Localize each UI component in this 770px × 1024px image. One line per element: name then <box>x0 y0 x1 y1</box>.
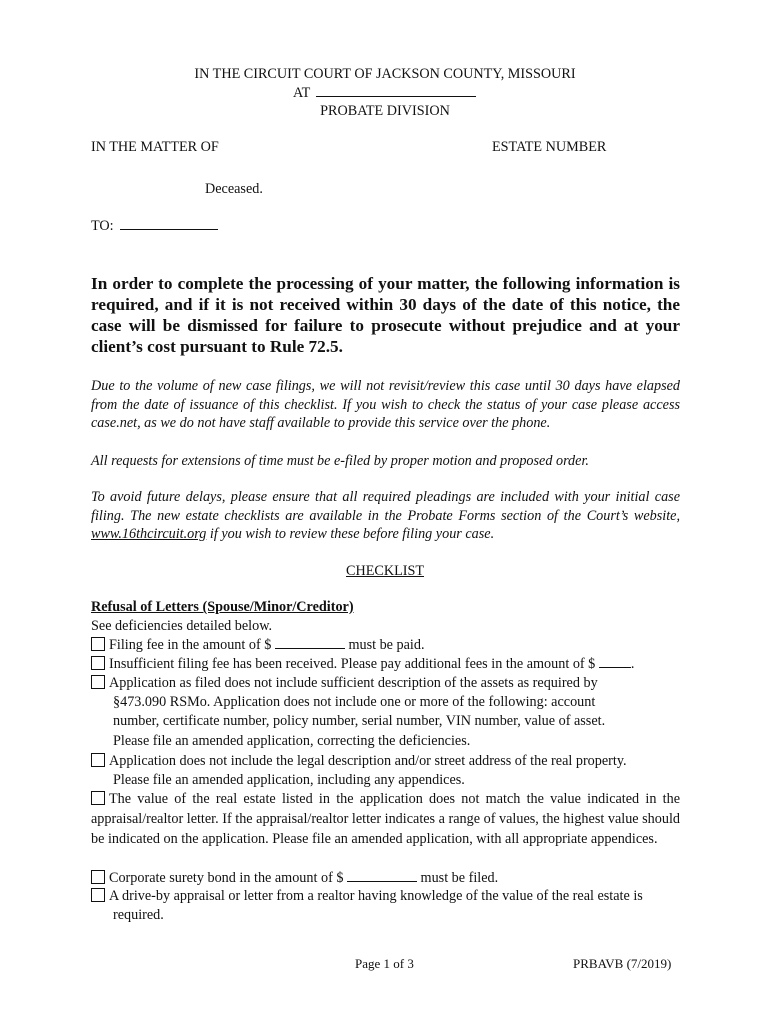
asset-description-line-4: Please file an amended application, correcting the deficiencies. <box>113 733 471 749</box>
filing-fee-end: must be paid. <box>348 637 425 653</box>
section-title-text: Refusal of Letters (Spouse/Minor/Creditor) <box>91 599 354 615</box>
location-blank <box>316 96 476 97</box>
checklist-item-appraisal <box>91 887 643 906</box>
to-blank <box>120 229 218 230</box>
court-website-link[interactable]: www.16thcircuit.org <box>91 526 207 542</box>
deficiencies-intro: See deficiencies detailed below. <box>91 618 273 634</box>
surety-bond-blank <box>347 881 417 882</box>
section-title <box>91 599 354 616</box>
surety-bond-text: Corporate surety bond in the amount of $ <box>109 870 344 886</box>
matter-label: IN THE MATTER OF <box>91 139 219 155</box>
checklist-heading <box>0 563 770 580</box>
dismissal-notice: In order to complete the processing of your matter, the following information is required, and if it is not received within 30 days of the date of this notice, the case will be dismissed for failure to prosecute without prejudice and at your client’s cost pursuant to Rule 72.5. <box>91 274 680 356</box>
court-title: IN THE CIRCUIT COURT OF JACKSON COUNTY, MISSOURI <box>194 66 576 82</box>
filing-fee-checkbox[interactable] <box>91 637 105 651</box>
filing-instruction-text: To avoid future delays, please ensure that all required pleadings are included with your initial case filing. The new estate checklists are available in the Probate Forms section of the Court’s website, <box>91 489 680 524</box>
insufficient-fee-text: Insufficient filing fee has been received. Please pay additional fees in the amount of $ <box>109 656 596 672</box>
deceased-label: Deceased. <box>205 181 263 197</box>
review-instruction: Due to the volume of new case filings, we will not revisit/review this case until 30 days have elapsed from the date of issuance of this checklist. If you wish to check the status of your case please access case.net, as we do not have staff available to provide this service over the phone. <box>91 378 680 431</box>
asset-description-line-2: §473.090 RSMo. Application does not include one or more of the following: account <box>113 694 596 710</box>
legal-description-line-2: Please file an amended application, including any appendices. <box>113 772 465 788</box>
asset-description-line-1: Application as filed does not include sufficient description of the assets as required by <box>109 675 598 691</box>
filing-instruction-end: if you wish to review these before filing your case. <box>206 526 495 542</box>
filing-instruction <box>91 488 680 544</box>
asset-description-line-3: number, certificate number, policy number, serial number, VIN number, value of asset. <box>113 713 606 729</box>
surety-bond-end: must be filed. <box>420 870 499 886</box>
insufficient-fee-checkbox[interactable] <box>91 656 105 670</box>
form-identifier: PRBAVB (7/2019) <box>573 956 672 971</box>
appraisal-line-2: required. <box>113 907 164 923</box>
checklist-item-real-estate-value <box>91 790 680 849</box>
checklist-item-asset-description <box>91 674 598 693</box>
asset-description-checkbox[interactable] <box>91 675 105 689</box>
page-number: Page 1 of 3 <box>355 956 414 971</box>
appraisal-checkbox[interactable] <box>91 888 105 902</box>
checklist-item-insufficient-fee <box>91 655 634 674</box>
surety-bond-checkbox[interactable] <box>91 870 105 884</box>
filing-fee-blank <box>275 648 345 649</box>
to-line <box>91 218 218 235</box>
insufficient-fee-blank <box>599 667 631 668</box>
court-location-line <box>293 85 476 102</box>
legal-description-checkbox[interactable] <box>91 753 105 767</box>
checklist-item-surety-bond <box>91 869 498 888</box>
filing-fee-text: Filing fee in the amount of $ <box>109 637 272 653</box>
real-estate-value-text: The value of the real estate listed in the application does not match the value indicated in the appraisal/realtor letter. If the appraisal/realtor letter indicates a range of values, the highest value should be indicated on the application. Please file an amended application, with all appropriate appendices. <box>91 791 680 847</box>
insufficient-fee-end: . <box>630 656 635 672</box>
legal-description-line-1: Application does not include the legal description and/or street address of the real property. <box>109 753 627 769</box>
appraisal-line-1: A drive-by appraisal or letter from a realtor having knowledge of the value of the real estate is <box>109 888 643 904</box>
to-label: TO: <box>91 218 114 234</box>
checklist-item-filing-fee <box>91 636 425 655</box>
checklist-title: CHECKLIST <box>345 563 425 579</box>
at-label: AT <box>293 85 311 101</box>
estate-number-label: ESTATE NUMBER <box>492 139 607 155</box>
division-title: PROBATE DIVISION <box>320 103 450 119</box>
real-estate-value-checkbox[interactable] <box>91 791 105 805</box>
extension-instruction: All requests for extensions of time must be e-filed by proper motion and proposed order. <box>91 453 589 469</box>
checklist-item-legal-description <box>91 752 627 771</box>
